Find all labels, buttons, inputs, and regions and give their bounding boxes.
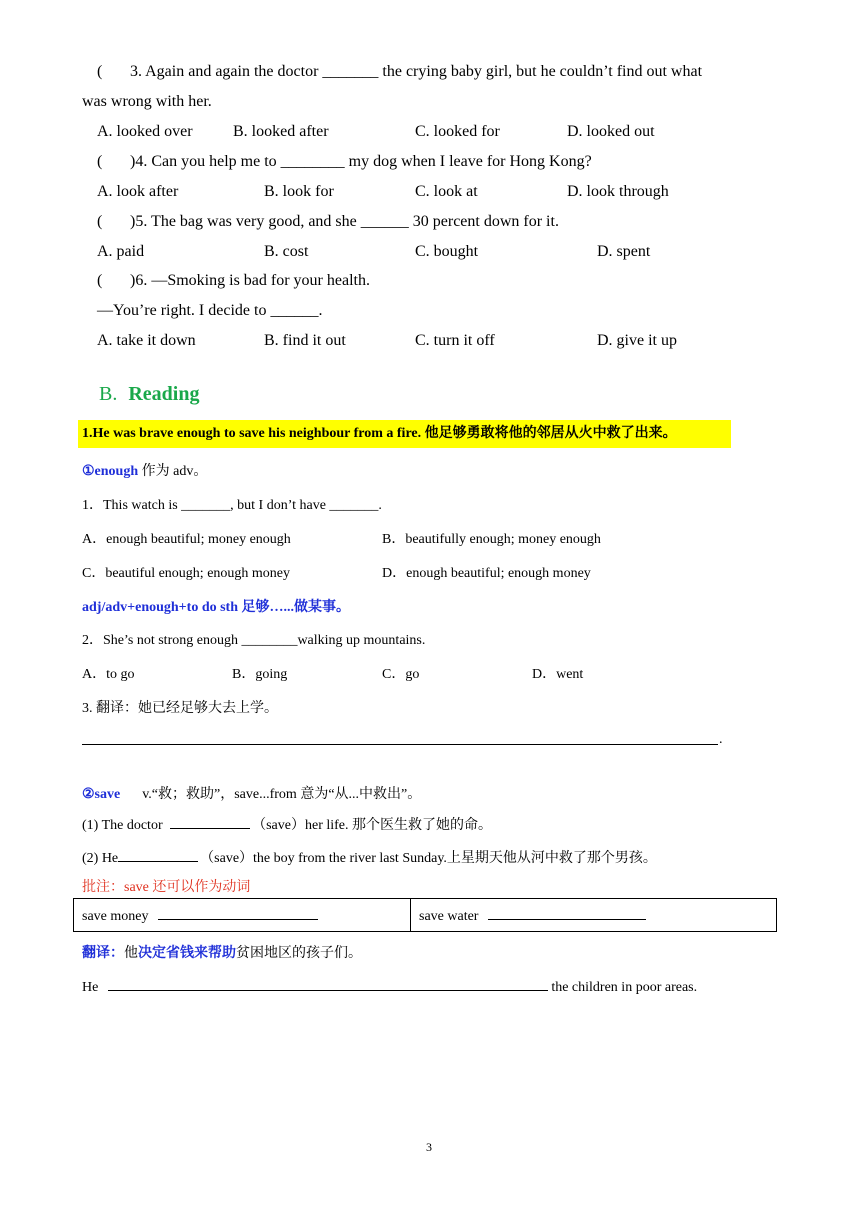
q6-stem: )6. —Smoking is bad for your health. <box>130 272 370 289</box>
save-item-2-post: （save）the boy from the river last Sunday.上星期天他从河中救了那个男孩。 <box>200 851 657 866</box>
save-translation-he: He <box>82 980 99 995</box>
enough-q2-option-a: A．to go <box>82 667 135 682</box>
save-translation-prompt <box>82 942 362 962</box>
save-heading-rest: v.“救；救助”，save...from 意为“从...中救出”。 <box>142 787 422 802</box>
q4-option-b: B. look for <box>264 183 334 200</box>
save-translation-tail: the children in poor areas. <box>547 980 698 995</box>
q4-option-c: C. look at <box>415 183 478 200</box>
q6-option-b: B. find it out <box>264 332 346 349</box>
save-item-1-post: （save）her life. 那个医生救了她的命。 <box>252 818 493 833</box>
enough-q3-answer-line[interactable] <box>82 744 718 745</box>
save-translation-text-2: 贫困地区的孩子们。 <box>236 946 362 961</box>
save-money-cell <box>74 899 411 932</box>
q4-open-paren: ( <box>97 153 103 170</box>
save-water-label: save water <box>419 909 479 924</box>
save-translation-text-1: 他 <box>124 946 138 961</box>
q6-option-d: D. give it up <box>597 332 677 349</box>
section-b-heading <box>99 383 199 406</box>
enough-q1-option-b: B．beautifully enough; money enough <box>382 532 601 547</box>
save-item-2-blank[interactable] <box>118 847 198 862</box>
enough-q2-option-c: C．go <box>382 667 420 682</box>
q3-option-a: A. looked over <box>97 123 193 140</box>
q6-option-c: C. turn it off <box>415 332 495 349</box>
page-number: 3 <box>426 1140 432 1154</box>
enough-q3-end: . <box>719 732 723 747</box>
q3-open-paren: ( <box>97 63 103 80</box>
enough-q2: 2．She’s not strong enough ________walking up mountains. <box>82 633 426 648</box>
save-note: 批注：save 还可以作为动词 <box>82 880 251 895</box>
q4-option-a: A. look after <box>97 183 179 200</box>
save-heading-word: ②save <box>82 787 121 802</box>
q3-option-c: C. looked for <box>415 123 500 140</box>
section-b-title: Reading <box>128 383 200 405</box>
save-translation-label: 翻译： <box>82 946 124 961</box>
q6-reply: —You’re right. I decide to ______. <box>97 302 323 319</box>
q5-option-d: D. spent <box>597 243 651 260</box>
q5-option-b: B. cost <box>264 243 309 260</box>
q3-option-d: D. looked out <box>567 123 655 140</box>
section-b-letter: B. <box>99 383 118 405</box>
enough-q1: 1．This watch is _______, but I don’t have _______. <box>82 498 382 513</box>
save-heading <box>82 783 421 803</box>
enough-q2-option-d: D．went <box>532 667 584 682</box>
q5-option-a: A. paid <box>97 243 145 260</box>
save-translation-bold: 决定省钱来帮助 <box>138 946 236 961</box>
enough-q3: 3. 翻译：她已经足够大去上学。 <box>82 701 278 716</box>
save-table <box>73 898 777 932</box>
q6-open-paren: ( <box>97 272 103 289</box>
save-money-blank[interactable] <box>158 905 318 920</box>
q3-option-b: B. looked after <box>233 123 329 140</box>
enough-heading-rest: 作为 adv。 <box>138 464 208 479</box>
q5-option-c: C. bought <box>415 243 479 260</box>
q4-option-d: D. look through <box>567 183 669 200</box>
save-money-label: save money <box>82 909 149 924</box>
save-water-cell <box>411 899 777 932</box>
enough-q1-option-d: D．enough beautiful; enough money <box>382 566 591 581</box>
enough-heading <box>82 460 207 480</box>
enough-q2-option-b: B．going <box>232 667 288 682</box>
key-sentence: 1.He was brave enough to save his neighbour from a fire. 他足够勇敢将他的邻居从火中救了出来。 <box>78 420 731 448</box>
enough-heading-word: ①enough <box>82 464 139 479</box>
save-translation-answer <box>82 976 697 996</box>
save-item-2 <box>82 847 657 867</box>
q3-stem: 3. Again and again the doctor _______ the crying baby girl, but he couldn’t find out what <box>130 63 703 80</box>
q3-stem-cont: was wrong with her. <box>82 93 212 110</box>
save-item-1-blank[interactable] <box>170 814 250 829</box>
save-water-blank[interactable] <box>488 905 646 920</box>
save-item-1-pre: (1) The doctor <box>82 818 163 833</box>
q5-stem: )5. The bag was very good, and she ______ 30 percent down for it. <box>130 213 559 230</box>
save-translation-blank[interactable] <box>108 976 548 991</box>
q6-option-a: A. take it down <box>97 332 196 349</box>
q4-stem: )4. Can you help me to ________ my dog when I leave for Hong Kong? <box>130 153 592 170</box>
save-item-1 <box>82 814 492 834</box>
save-item-2-pre: (2) He <box>82 851 119 866</box>
enough-pattern: adj/adv+enough+to do sth 足够…...做某事。 <box>82 600 350 615</box>
enough-q1-option-c: C．beautiful enough; enough money <box>82 566 291 581</box>
enough-q1-option-a: A．enough beautiful; money enough <box>82 532 291 547</box>
q5-open-paren: ( <box>97 213 103 230</box>
